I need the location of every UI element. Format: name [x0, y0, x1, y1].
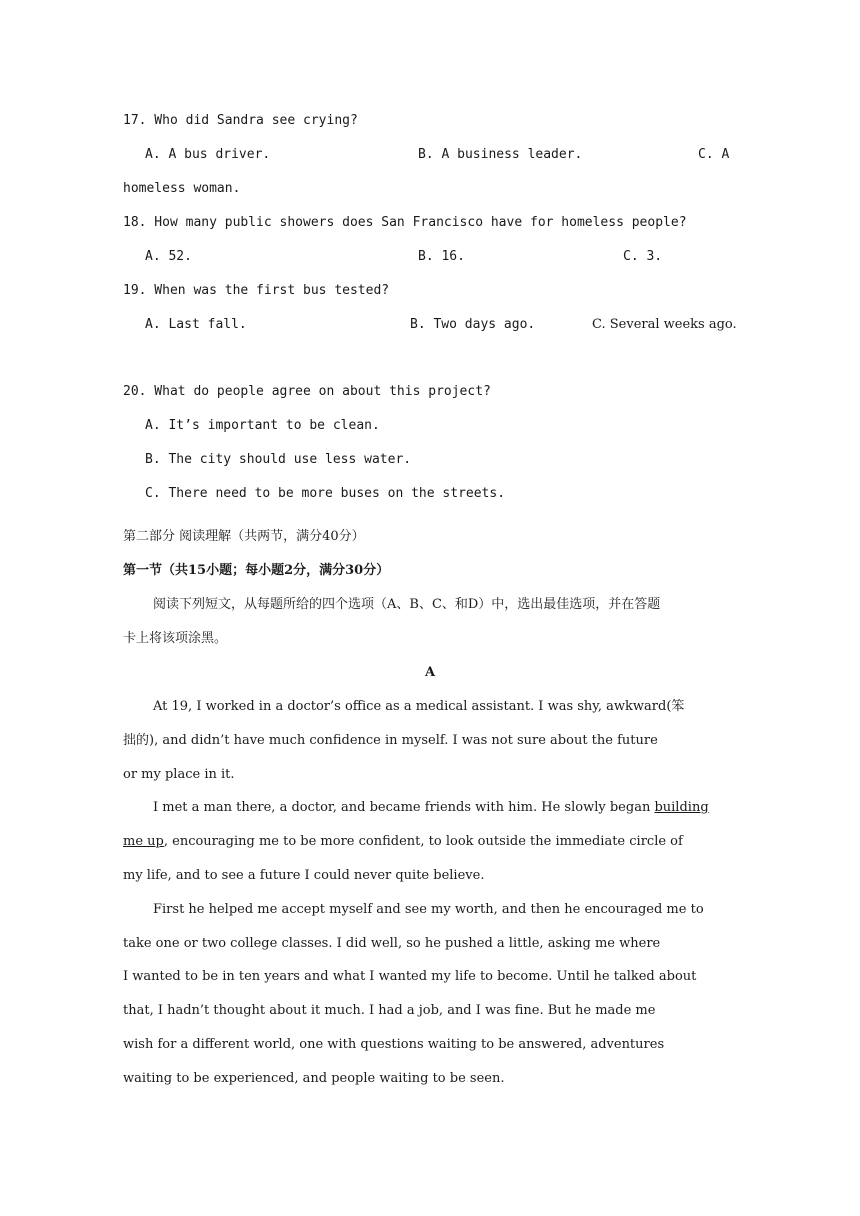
passage-p1-line-2: 拙的), and didn’t have much confidence in myself. I was not sure about the future [123, 733, 658, 748]
question-20-option-b[interactable]: B. The city should use less water. [145, 452, 412, 467]
part-two-heading: 第二部分 阅读理解（共两节，满分40分） [123, 529, 365, 544]
passage-p1-line-3: or my place in it. [123, 767, 235, 782]
question-17-option-c[interactable]: C. A [698, 147, 730, 162]
passage-p3-line-5: wish for a different world, one with questions waiting to be answered, adventures [123, 1037, 665, 1052]
question-18-option-b[interactable]: B. 16. [418, 249, 465, 264]
passage-p1-line-1: At 19, I worked in a doctor’s office as a medical assistant. I was shy, awkward(笨 [153, 699, 685, 714]
instruction-line-2: 卡上将该项涂黑。 [123, 631, 228, 646]
question-17-stem: 17. Who did Sandra see crying? [123, 113, 358, 128]
question-18-stem: 18. How many public showers does San Francisco have for homeless people? [123, 215, 687, 230]
question-20-stem: 20. What do people agree on about this project? [123, 384, 491, 399]
question-19-option-b[interactable]: B. Two days ago. [410, 317, 536, 332]
passage-p3-line-3: I wanted to be in ten years and what I wanted my life to become. Until he talked about [123, 969, 697, 984]
underlined-phrase-part-2: me up [123, 834, 164, 849]
passage-p2-line-3: my life, and to see a future I could never quite believe. [123, 868, 485, 883]
question-19-stem: 19. When was the first bus tested? [123, 283, 390, 298]
passage-p3-line-2: take one or two college classes. I did well, so he pushed a little, asking me where [123, 936, 661, 951]
passage-p2-line-1-text: I met a man there, a doctor, and became friends with him. He slowly began [153, 800, 655, 815]
passage-p2-line-1 [153, 799, 709, 817]
question-19-option-c[interactable]: C. Several weeks ago. [592, 317, 737, 332]
question-17-option-c-continued: homeless woman. [123, 181, 241, 196]
passage-p3-line-6: waiting to be experienced, and people waiting to be seen. [123, 1071, 505, 1086]
section-one-heading: 第一节（共15小题；每小题2分，满分30分） [123, 563, 390, 578]
passage-label: A [424, 665, 436, 680]
passage-p2-line-2 [123, 833, 683, 851]
question-18-option-a[interactable]: A. 52. [145, 249, 192, 264]
passage-p3-line-4: that, I hadn’t thought about it much. I had a job, and I was fine. But he made me [123, 1003, 656, 1018]
question-17-option-b[interactable]: B. A business leader. [418, 147, 583, 162]
underlined-phrase-part-1: building [654, 800, 709, 815]
question-18-option-c[interactable]: C. 3. [623, 249, 663, 264]
instruction-line-1: 阅读下列短文，从每题所给的四个选项（A、B、C、和D）中，选出最佳选项，并在答题 [153, 597, 661, 612]
question-20-option-a[interactable]: A. It’s important to be clean. [145, 418, 380, 433]
passage-p3-line-1: First he helped me accept myself and see my worth, and then he encouraged me to [153, 902, 704, 917]
question-17-option-a[interactable]: A. A bus driver. [145, 147, 271, 162]
passage-p2-line-2-text: , encouraging me to be more confident, to look outside the immediate circle of [163, 834, 683, 849]
question-20-option-c[interactable]: C. There need to be more buses on the streets. [145, 486, 506, 501]
question-19-option-a[interactable]: A. Last fall. [145, 317, 247, 332]
